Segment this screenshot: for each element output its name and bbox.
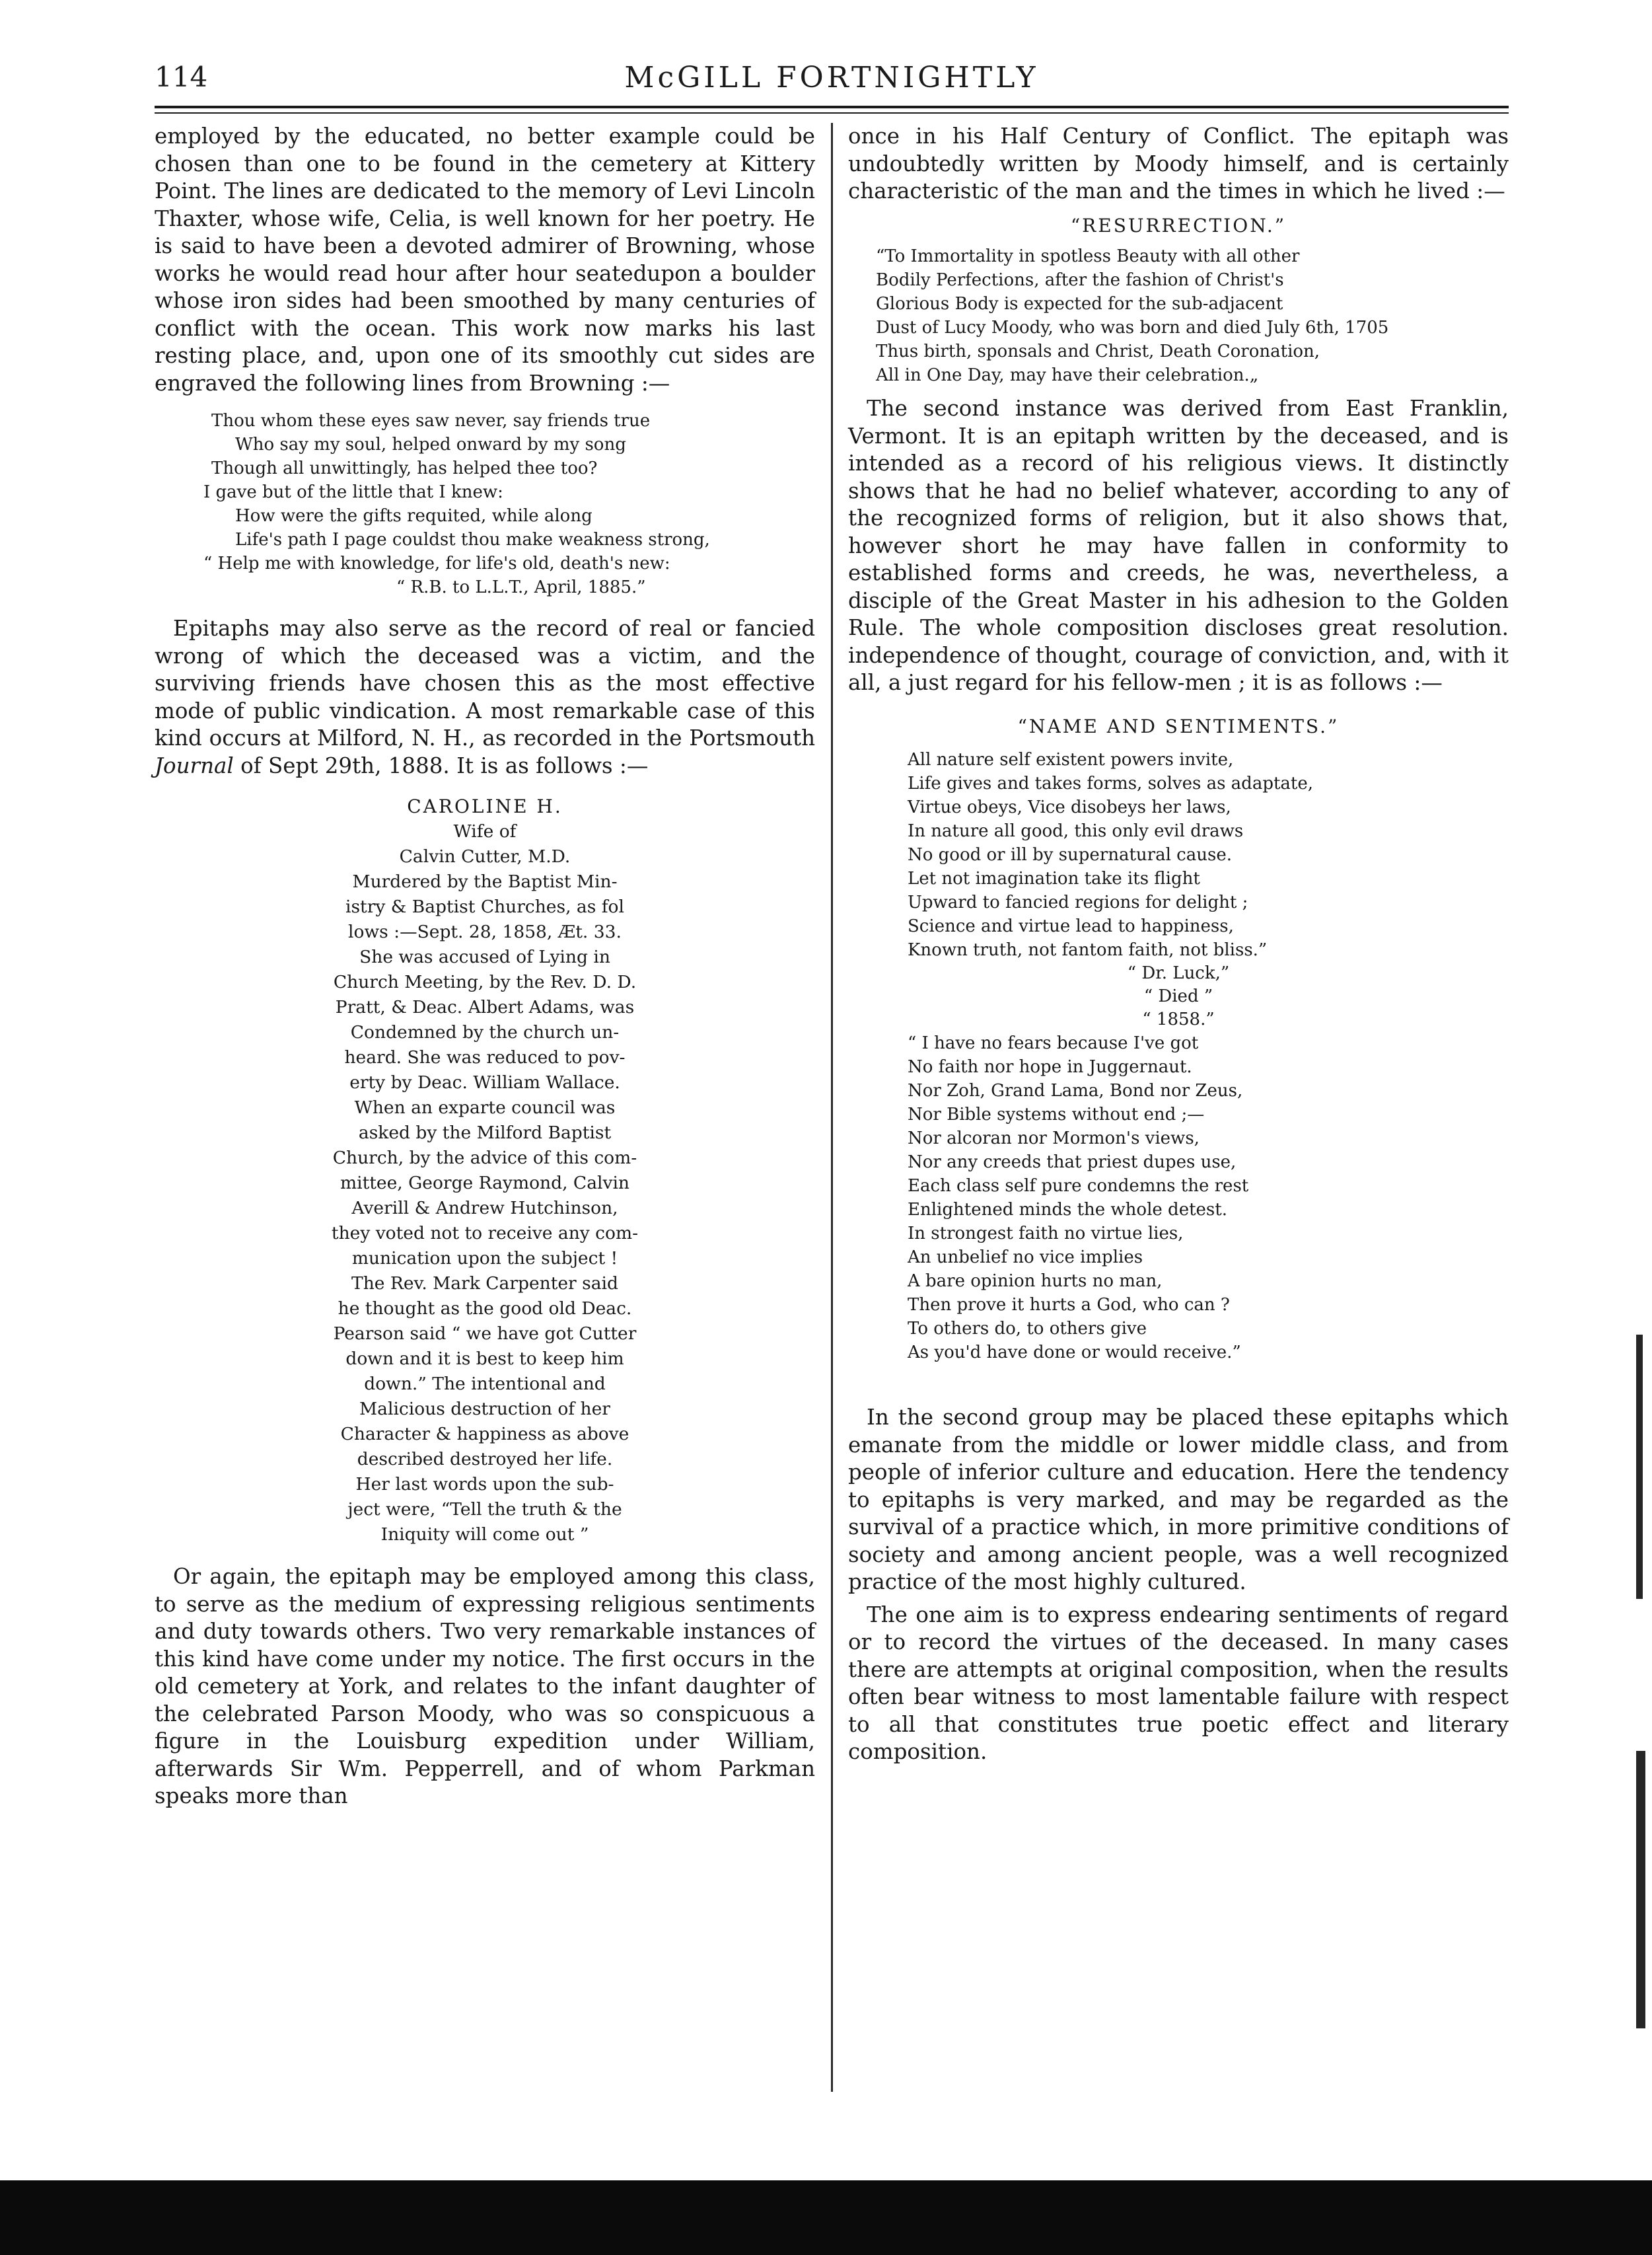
epitaph-line: ject were, “Tell the truth & the <box>347 1499 622 1520</box>
epitaph-line: When an exparte council was <box>354 1097 616 1118</box>
epitaph-line: istry & Baptist Churches, as fol <box>345 897 624 917</box>
left-column <box>155 123 815 1810</box>
caroline-epitaph <box>155 794 815 1547</box>
verse-line: To others do, to others give <box>908 1319 1147 1339</box>
header-rule-bottom <box>155 112 1509 114</box>
epitaph-line: Character & happiness as above <box>340 1424 629 1444</box>
journal-title: Journal <box>155 753 234 778</box>
epitaph-title: CAROLINE H. <box>407 795 563 817</box>
epitaph-line: Church, by the advice of this com- <box>332 1148 637 1168</box>
page-header <box>155 61 1509 103</box>
resurrection-epitaph <box>848 244 1509 387</box>
paragraph: once in his Half Century of Conflict. The epitaph was undoubtedly written by Moody himself, and is certainly characteristic of the man and the times in which he lived :— <box>848 124 1509 203</box>
poem-title: “RESURRECTION.” <box>1070 214 1287 237</box>
epitaph-line: described destroyed her life. <box>357 1449 613 1469</box>
epitaph-line: Pearson said “ we have got Cutter <box>333 1323 637 1344</box>
verse-line: I gave but of the little that I knew: <box>203 482 503 502</box>
right-column <box>848 123 1509 1766</box>
signature-line: “ Dr. Luck,” <box>1127 963 1230 983</box>
verse-line: Enlightened minds the whole detest. <box>908 1200 1227 1220</box>
verse-line: All nature self existent powers invite, <box>908 750 1234 770</box>
verse-line: In nature all good, this only evil draws <box>908 821 1244 841</box>
scan-bottom-border <box>0 2180 1652 2255</box>
paragraph <box>155 615 815 780</box>
verse-line: Science and virtue lead to happiness, <box>908 916 1234 936</box>
verse-line: Thou whom these eyes saw never, say friends true <box>211 411 651 431</box>
running-title: McGILL FORTNIGHTLY <box>624 61 1039 94</box>
verse-line: No good or ill by supernatural cause. <box>908 845 1232 865</box>
epitaph-line: down.” The intentional and <box>364 1374 606 1394</box>
epitaph-line: munication upon the subject ! <box>351 1248 618 1269</box>
browning-verse <box>155 409 815 599</box>
scan-edge-artifact <box>1636 1751 1645 2028</box>
header-rule-top <box>155 106 1509 108</box>
verse-line: “To Immortality in spotless Beauty with all other <box>876 246 1300 266</box>
verse-line: An unbelief no vice implies <box>908 1247 1143 1267</box>
epitaph-line: Murdered by the Baptist Min- <box>352 871 618 892</box>
paragraph: The second instance was derived from East Franklin, Vermont. It is an epitaph written by the deceased, and is intended as a record of his religious views. It distinctly shows that he had no belief whatever, according to any of the recognized forms of religion, but it also shows that, however short he may have fallen in conformity to established forms and creeds, he was, nevertheless, a disciple of the Great Master in his adhesion to the Golden Rule. The whole composition discloses great resolution. independence of thought, courage of conviction, and, with it all, a just regard for his fellow-men ; it is as follows :— <box>848 396 1509 695</box>
verse-line: Nor any creeds that priest dupes use, <box>908 1152 1237 1172</box>
epitaph-line: Wife of <box>453 821 517 842</box>
verse-line: Each class self pure condemns the rest <box>908 1176 1249 1196</box>
signature-line: “ 1858.” <box>1142 1010 1215 1029</box>
epitaph-line: they voted not to receive any com- <box>331 1223 639 1243</box>
verse-line: Dust of Lucy Moody, who was born and died July 6th, 1705 <box>876 318 1389 338</box>
verse-line: As you'd have done or would receive.” <box>908 1343 1241 1362</box>
verse-line: Glorious Body is expected for the sub-adjacent <box>876 294 1283 314</box>
verse-line: Upward to fancied regions for delight ; <box>908 893 1248 912</box>
page-number: 114 <box>155 61 208 93</box>
paragraph: employed by the educated, no better example could be chosen than one to be found in the cemetery at Kittery Point. The lines are dedicated to the memory of Levi Lincoln Thaxter, whose wife, Celia, is well known for her poetry. He is said to have been a devoted admirer of Browning, whose works he would read hour after hour seatedupon a boulder whose iron sides had been smoothed by many centuries of conflict with the ocean. This work now marks his last resting place, and, upon one of its smoothly cut sides are engraved the following lines from Browning :— <box>155 124 815 396</box>
epitaph-line: lows :—Sept. 28, 1858, Æt. 33. <box>348 922 622 942</box>
verse-line: Let not imagination take its flight <box>908 869 1200 889</box>
verse-line: A bare opinion hurts no man, <box>908 1271 1163 1291</box>
column-divider <box>831 123 833 2092</box>
epitaph-line: Calvin Cutter, M.D. <box>399 846 571 867</box>
paragraph-text: Epitaphs may also serve as the record of real or fancied wrong of which the deceased was a victim, and the surviving friends have chosen this as the most effective mode of public vindication. A most remarkable case of this kind occurs at Milford, N. H., as recorded in the Portsmouth <box>155 616 815 751</box>
verse-line: Nor alcoran nor Mormon's views, <box>908 1128 1200 1148</box>
verse-line: Bodily Perfections, after the fashion of Christ's <box>876 270 1284 290</box>
verse-line: “ I have no fears because I've got <box>908 1033 1199 1053</box>
epitaph-line: The Rev. Mark Carpenter said <box>351 1273 618 1294</box>
epitaph-line: Her last words upon the sub- <box>355 1474 614 1495</box>
verse-line: Known truth, not fantom faith, not bliss.” <box>908 940 1268 960</box>
epitaph-line: Malicious destruction of her <box>359 1399 610 1419</box>
paragraph: The one aim is to express endearing sentiments of regard or to record the virtues of the deceased. In many cases there are attempts at original composition, when the results often bear witness to most lamentable failure with respect to all that constitutes true poetic effect and literary composition. <box>848 1602 1509 1764</box>
paragraph: In the second group may be placed these epitaphs which emanate from the middle or lower middle class, and from people of inferior culture and education. Here the tendency to epitaphs is very marked, and may be regarded as the survival of a practice which, in more primitive conditions of society and among ancient people, was a well recognized practice of the most highly cultured. <box>848 1405 1509 1594</box>
epitaph-line: Pratt, & Deac. Albert Adams, was <box>335 997 635 1017</box>
epitaph-line: asked by the Milford Baptist <box>358 1123 612 1143</box>
verse-line: Nor Bible systems without end ;— <box>908 1105 1205 1125</box>
epitaph-line: heard. She was reduced to pov- <box>344 1047 626 1068</box>
verse-line: Then prove it hurts a God, who can ? <box>908 1295 1230 1315</box>
sentiments-poem-continued <box>848 1031 1509 1364</box>
epitaph-line: he thought as the good old Deac. <box>338 1298 632 1319</box>
verse-line: How were the gifts requited, while along <box>235 506 593 526</box>
verse-line: “ R.B. to L.L.T., April, 1885.” <box>396 577 646 597</box>
verse-line: All in One Day, may have their celebration.„ <box>876 365 1259 385</box>
sentiments-poem <box>848 748 1509 962</box>
verse-line: Life's path I page couldst thou make weakness strong, <box>235 530 710 550</box>
paragraph-text: of Sept 29th, 1888. It is as follows :— <box>233 753 649 778</box>
epitaph-line: She was accused of Lying in <box>359 947 610 967</box>
verse-line: Who say my soul, helped onward by my song <box>235 435 626 455</box>
verse-line: Thus birth, sponsals and Christ, Death Coronation, <box>876 342 1320 361</box>
verse-line: Though all unwittingly, has helped thee too? <box>211 459 598 478</box>
verse-line: Life gives and takes forms, solves as adaptate, <box>908 774 1314 794</box>
verse-line: No faith nor hope in Juggernaut. <box>908 1057 1192 1077</box>
epitaph-line: Church Meeting, by the Rev. D. D. <box>333 972 637 992</box>
epitaph-line: mittee, George Raymond, Calvin <box>340 1173 629 1193</box>
epitaph-line: erty by Deac. William Wallace. <box>349 1072 620 1093</box>
verse-line: In strongest faith no virtue lies, <box>908 1224 1184 1243</box>
poem-signature <box>848 962 1509 1031</box>
verse-line: Virtue obeys, Vice disobeys her laws, <box>908 797 1231 817</box>
scan-edge-artifact <box>1636 1335 1643 1599</box>
verse-line: Nor Zoh, Grand Lama, Bond nor Zeus, <box>908 1081 1243 1101</box>
epitaph-line: Iniquity will come out ” <box>380 1524 589 1545</box>
signature-line: “ Died ” <box>1143 986 1213 1006</box>
paragraph: Or again, the epitaph may be employed among this class, to serve as the medium of expressing religious sentiments and duty towards others. Two very remarkable instances of this kind have come under my notice. The first occurs in the old cemetery at York, and relates to the infant daughter of the celebrated Parson Moody, who was so conspicuous a figure in the Louisburg expedition under William, afterwards Sir Wm. Pepperrell, and of whom Parkman speaks more than <box>155 1564 815 1808</box>
epitaph-line: Averill & Andrew Hutchinson, <box>351 1198 618 1218</box>
poem-title: “NAME AND SENTIMENTS.” <box>1017 715 1340 737</box>
verse-line: “ Help me with knowledge, for life's old, death's new: <box>203 554 670 573</box>
epitaph-line: down and it is best to keep him <box>345 1349 624 1369</box>
epitaph-line: Condemned by the church un- <box>350 1022 620 1043</box>
